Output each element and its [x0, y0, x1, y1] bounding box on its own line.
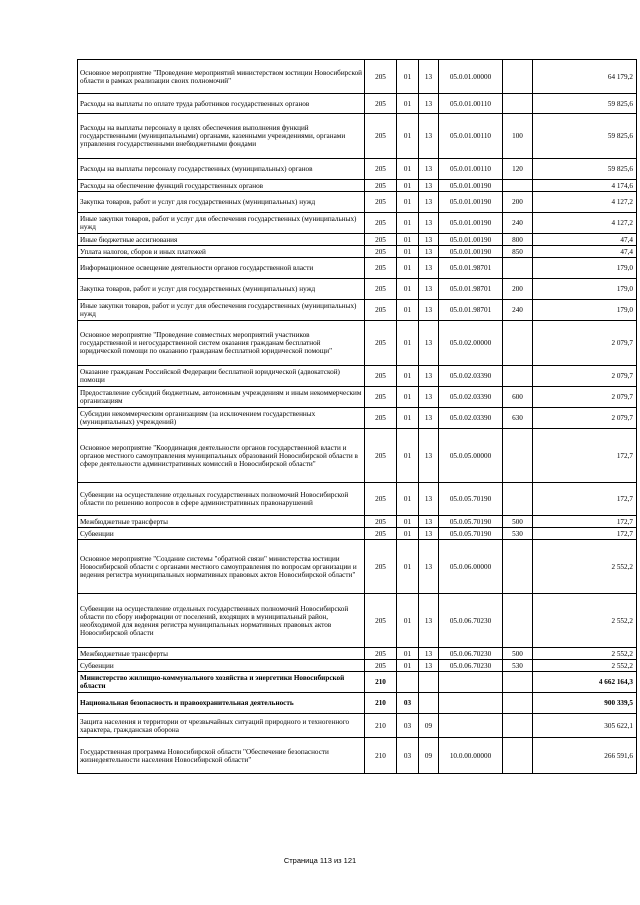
grbs-code-cell: 205	[365, 516, 397, 528]
section-code-cell: 03	[397, 738, 419, 774]
table-row	[78, 738, 637, 774]
target-article-code-cell	[439, 672, 503, 693]
budget-table	[77, 59, 637, 774]
subsection-code-cell: 13	[419, 246, 439, 258]
target-article-code-cell: 05.0.01.98701	[439, 258, 503, 279]
grbs-code-cell: 205	[365, 60, 397, 94]
subsection-code-cell: 13	[419, 594, 439, 648]
amount-cell: 2 552,2	[533, 660, 637, 672]
subsection-code-cell: 13	[419, 180, 439, 192]
subsection-code-cell: 13	[419, 387, 439, 408]
grbs-code-cell: 205	[365, 234, 397, 246]
item-name-cell: Государственная программа Новосибирской области "Обеспечение безопасности жизнедеятельности населения Новосибирской области"	[78, 738, 365, 774]
section-code-cell: 01	[397, 408, 419, 429]
subsection-code-cell: 13	[419, 60, 439, 94]
expense-type-code-cell: 200	[503, 279, 533, 300]
grbs-code-cell: 205	[365, 594, 397, 648]
subsection-code-cell: 13	[419, 321, 439, 366]
item-name-cell: Закупка товаров, работ и услуг для государственных (муниципальных) нужд	[78, 279, 365, 300]
amount-cell: 179,0	[533, 258, 637, 279]
item-name-cell: Расходы на выплаты персоналу в целях обеспечения выполнения функций государственными (муниципальными) органами, казенными учреждениями, органами управления государственными внебюджетными фондами	[78, 114, 365, 159]
subsection-code-cell: 13	[419, 192, 439, 213]
item-name-cell: Субвенции на осуществление отдельных государственных полномочий Новосибирской области по решению вопросов в сфере административных правонарушений	[78, 483, 365, 516]
subsection-code-cell	[419, 693, 439, 714]
grbs-code-cell: 205	[365, 321, 397, 366]
section-code-cell: 01	[397, 234, 419, 246]
target-article-code-cell	[439, 714, 503, 738]
section-code-cell: 01	[397, 258, 419, 279]
target-article-code-cell: 05.0.06.00000	[439, 540, 503, 594]
target-article-code-cell: 05.0.05.70190	[439, 516, 503, 528]
amount-cell: 172,7	[533, 516, 637, 528]
grbs-code-cell: 205	[365, 408, 397, 429]
target-article-code-cell: 05.0.01.00190	[439, 192, 503, 213]
expense-type-code-cell	[503, 672, 533, 693]
table-row	[78, 483, 637, 516]
expense-type-code-cell: 240	[503, 300, 533, 321]
target-article-code-cell: 05.0.01.00110	[439, 94, 503, 114]
amount-cell: 266 591,6	[533, 738, 637, 774]
expense-type-code-cell	[503, 693, 533, 714]
item-name-cell: Уплата налогов, сборов и иных платежей	[78, 246, 365, 258]
grbs-code-cell: 205	[365, 540, 397, 594]
item-name-cell: Субсидии некоммерческим организациям (за исключением государственных (муниципальных) учреждений)	[78, 408, 365, 429]
amount-cell: 900 339,5	[533, 693, 637, 714]
target-article-code-cell: 05.0.01.98701	[439, 279, 503, 300]
section-code-cell: 01	[397, 660, 419, 672]
expense-type-code-cell: 100	[503, 114, 533, 159]
subsection-code-cell: 13	[419, 366, 439, 387]
target-article-code-cell: 05.0.01.00110	[439, 159, 503, 180]
expense-type-code-cell: 500	[503, 516, 533, 528]
expense-type-code-cell: 600	[503, 387, 533, 408]
table-body	[78, 60, 637, 774]
amount-cell: 2 552,2	[533, 594, 637, 648]
target-article-code-cell	[439, 693, 503, 714]
table-row	[78, 234, 637, 246]
subsection-code-cell: 13	[419, 540, 439, 594]
subsection-code-cell: 13	[419, 114, 439, 159]
subsection-code-cell: 13	[419, 516, 439, 528]
target-article-code-cell: 05.0.06.70230	[439, 594, 503, 648]
expense-type-code-cell	[503, 321, 533, 366]
subsection-code-cell: 13	[419, 279, 439, 300]
target-article-code-cell: 05.0.06.70230	[439, 648, 503, 660]
table-row	[78, 246, 637, 258]
section-code-cell: 01	[397, 594, 419, 648]
item-name-cell: Основное мероприятие "Проведение совместных мероприятий участников государственной и негосударственной систем оказания гражданам бесплатной юридической помощи по оказанию гражданам бесплатной юридической помощи"	[78, 321, 365, 366]
section-code-cell: 01	[397, 114, 419, 159]
item-name-cell: Межбюджетные трансферты	[78, 516, 365, 528]
subsection-code-cell: 13	[419, 234, 439, 246]
item-name-cell: Основное мероприятие "Создание системы "обратной связи" министерства юстиции Новосибирской области с органами местного самоуправления по вопросам организации и ведения регистра муниципальных нормативных правовых актов Новосибирской области"	[78, 540, 365, 594]
amount-cell: 179,0	[533, 279, 637, 300]
expense-type-code-cell	[503, 258, 533, 279]
expense-type-code-cell	[503, 60, 533, 94]
expense-type-code-cell	[503, 94, 533, 114]
amount-cell: 2 552,2	[533, 540, 637, 594]
table-row	[78, 94, 637, 114]
item-name-cell: Субвенции на осуществление отдельных государственных полномочий Новосибирской области по сбору информации от поселений, входящих в муниципальный район, необходимой для ведения регистра муниципальных нормативных правовых актов Новосибирской области	[78, 594, 365, 648]
table-row	[78, 60, 637, 94]
grbs-code-cell: 205	[365, 483, 397, 516]
grbs-code-cell: 205	[365, 660, 397, 672]
subsection-code-cell: 13	[419, 300, 439, 321]
item-name-cell: Иные бюджетные ассигнования	[78, 234, 365, 246]
grbs-code-cell: 205	[365, 648, 397, 660]
amount-cell: 59 825,6	[533, 94, 637, 114]
table-row	[78, 714, 637, 738]
table-row	[78, 528, 637, 540]
grbs-code-cell: 205	[365, 279, 397, 300]
section-code-cell: 01	[397, 94, 419, 114]
subsection-code-cell: 13	[419, 660, 439, 672]
section-code-cell: 03	[397, 714, 419, 738]
item-name-cell: Министерство жилищно-коммунального хозяйства и энергетики Новосибирской области	[78, 672, 365, 693]
subsection-code-cell: 09	[419, 714, 439, 738]
subsection-code-cell: 13	[419, 648, 439, 660]
amount-cell: 64 179,2	[533, 60, 637, 94]
table-row	[78, 279, 637, 300]
target-article-code-cell: 05.0.01.00110	[439, 114, 503, 159]
grbs-code-cell: 205	[365, 366, 397, 387]
table-row	[78, 660, 637, 672]
expense-type-code-cell: 500	[503, 648, 533, 660]
table-row	[78, 408, 637, 429]
section-code-cell: 03	[397, 693, 419, 714]
table-row	[78, 192, 637, 213]
grbs-code-cell: 205	[365, 246, 397, 258]
item-name-cell: Закупка товаров, работ и услуг для государственных (муниципальных) нужд	[78, 192, 365, 213]
target-article-code-cell: 05.0.01.00190	[439, 180, 503, 192]
section-code-cell: 01	[397, 213, 419, 234]
amount-cell: 172,7	[533, 528, 637, 540]
item-name-cell: Расходы на обеспечение функций государственных органов	[78, 180, 365, 192]
grbs-code-cell: 205	[365, 213, 397, 234]
grbs-code-cell: 205	[365, 300, 397, 321]
expense-type-code-cell: 530	[503, 528, 533, 540]
section-code-cell: 01	[397, 159, 419, 180]
table-row	[78, 366, 637, 387]
amount-cell: 2 079,7	[533, 387, 637, 408]
subsection-code-cell: 13	[419, 429, 439, 483]
expense-type-code-cell: 850	[503, 246, 533, 258]
amount-cell: 4 662 164,3	[533, 672, 637, 693]
table-row	[78, 672, 637, 693]
section-code-cell	[397, 672, 419, 693]
expense-type-code-cell	[503, 594, 533, 648]
section-code-cell: 01	[397, 366, 419, 387]
table-row	[78, 321, 637, 366]
item-name-cell: Информационное освещение деятельности органов государственной власти	[78, 258, 365, 279]
expense-type-code-cell	[503, 429, 533, 483]
amount-cell: 2 552,2	[533, 648, 637, 660]
target-article-code-cell: 05.0.02.00000	[439, 321, 503, 366]
expense-type-code-cell: 630	[503, 408, 533, 429]
item-name-cell: Субвенции	[78, 660, 365, 672]
amount-cell: 4 127,2	[533, 192, 637, 213]
amount-cell: 4 174,6	[533, 180, 637, 192]
table-row	[78, 114, 637, 159]
table-row	[78, 300, 637, 321]
page-footer: Страница 113 из 121	[283, 856, 357, 865]
grbs-code-cell: 205	[365, 180, 397, 192]
amount-cell: 305 622,1	[533, 714, 637, 738]
amount-cell: 47,4	[533, 246, 637, 258]
table-row	[78, 213, 637, 234]
grbs-code-cell: 205	[365, 114, 397, 159]
target-article-code-cell: 05.0.01.00190	[439, 246, 503, 258]
subsection-code-cell: 09	[419, 738, 439, 774]
table-row	[78, 516, 637, 528]
subsection-code-cell: 13	[419, 408, 439, 429]
amount-cell: 59 825,6	[533, 159, 637, 180]
subsection-code-cell: 13	[419, 528, 439, 540]
item-name-cell: Межбюджетные трансферты	[78, 648, 365, 660]
target-article-code-cell: 05.0.01.00190	[439, 234, 503, 246]
expense-type-code-cell: 800	[503, 234, 533, 246]
section-code-cell: 01	[397, 528, 419, 540]
target-article-code-cell: 05.0.06.70230	[439, 660, 503, 672]
table-row	[78, 180, 637, 192]
table-row	[78, 594, 637, 648]
grbs-code-cell: 205	[365, 528, 397, 540]
target-article-code-cell: 10.0.00.00000	[439, 738, 503, 774]
grbs-code-cell: 205	[365, 387, 397, 408]
table-row	[78, 159, 637, 180]
target-article-code-cell: 05.0.01.00000	[439, 60, 503, 94]
subsection-code-cell: 13	[419, 258, 439, 279]
section-code-cell: 01	[397, 60, 419, 94]
item-name-cell: Основное мероприятие "Проведение мероприятий министерством юстиции Новосибирской области в рамках реализации своих полномочий"	[78, 60, 365, 94]
item-name-cell: Иные закупки товаров, работ и услуг для обеспечения государственных (муниципальных) нужд	[78, 213, 365, 234]
amount-cell: 2 079,7	[533, 366, 637, 387]
grbs-code-cell: 205	[365, 192, 397, 213]
grbs-code-cell: 210	[365, 693, 397, 714]
section-code-cell: 01	[397, 300, 419, 321]
amount-cell: 47,4	[533, 234, 637, 246]
table-row	[78, 429, 637, 483]
target-article-code-cell: 05.0.02.03390	[439, 366, 503, 387]
expense-type-code-cell: 120	[503, 159, 533, 180]
expense-type-code-cell	[503, 738, 533, 774]
section-code-cell: 01	[397, 387, 419, 408]
expense-type-code-cell: 200	[503, 192, 533, 213]
target-article-code-cell: 05.0.05.70190	[439, 528, 503, 540]
target-article-code-cell: 05.0.01.98701	[439, 300, 503, 321]
grbs-code-cell: 205	[365, 159, 397, 180]
item-name-cell: Основное мероприятие "Координация деятельности органов государственной власти и органов местного самоуправления муниципальных образований Новосибирской области в сфере деятельности административных комиссий в Новосибирской области"	[78, 429, 365, 483]
amount-cell: 4 127,2	[533, 213, 637, 234]
grbs-code-cell: 210	[365, 738, 397, 774]
section-code-cell: 01	[397, 516, 419, 528]
amount-cell: 172,7	[533, 429, 637, 483]
item-name-cell: Предоставление субсидий бюджетным, автономным учреждениям и иным некоммерческим организациям	[78, 387, 365, 408]
subsection-code-cell: 13	[419, 213, 439, 234]
section-code-cell: 01	[397, 192, 419, 213]
item-name-cell: Субвенции	[78, 528, 365, 540]
subsection-code-cell	[419, 672, 439, 693]
expense-type-code-cell	[503, 540, 533, 594]
amount-cell: 2 079,7	[533, 408, 637, 429]
table-row	[78, 540, 637, 594]
subsection-code-cell: 13	[419, 483, 439, 516]
item-name-cell: Иные закупки товаров, работ и услуг для обеспечения государственных (муниципальных) нужд	[78, 300, 365, 321]
section-code-cell: 01	[397, 540, 419, 594]
expense-type-code-cell: 240	[503, 213, 533, 234]
section-code-cell: 01	[397, 321, 419, 366]
target-article-code-cell: 05.0.01.00190	[439, 213, 503, 234]
item-name-cell: Расходы на выплаты по оплате труда работников государственных органов	[78, 94, 365, 114]
amount-cell: 59 825,6	[533, 114, 637, 159]
table-row	[78, 258, 637, 279]
subsection-code-cell: 13	[419, 94, 439, 114]
expense-type-code-cell	[503, 366, 533, 387]
section-code-cell: 01	[397, 483, 419, 516]
table-row	[78, 693, 637, 714]
item-name-cell: Оказание гражданам Российской Федерации бесплатной юридической (адвокатской) помощи	[78, 366, 365, 387]
expense-type-code-cell	[503, 180, 533, 192]
item-name-cell: Защита населения и территории от чрезвычайных ситуаций природного и техногенного характера, гражданская оборона	[78, 714, 365, 738]
section-code-cell: 01	[397, 279, 419, 300]
target-article-code-cell: 05.0.02.03390	[439, 408, 503, 429]
table-row	[78, 387, 637, 408]
section-code-cell: 01	[397, 246, 419, 258]
expense-type-code-cell: 530	[503, 660, 533, 672]
subsection-code-cell: 13	[419, 159, 439, 180]
section-code-cell: 01	[397, 648, 419, 660]
target-article-code-cell: 05.0.05.00000	[439, 429, 503, 483]
section-code-cell: 01	[397, 180, 419, 192]
amount-cell: 172,7	[533, 483, 637, 516]
target-article-code-cell: 05.0.05.70190	[439, 483, 503, 516]
section-code-cell: 01	[397, 429, 419, 483]
item-name-cell: Расходы на выплаты персоналу государственных (муниципальных) органов	[78, 159, 365, 180]
table-row	[78, 648, 637, 660]
grbs-code-cell: 205	[365, 258, 397, 279]
item-name-cell: Национальная безопасность и правоохранительная деятельность	[78, 693, 365, 714]
expense-type-code-cell	[503, 714, 533, 738]
grbs-code-cell: 205	[365, 429, 397, 483]
expense-type-code-cell	[503, 483, 533, 516]
grbs-code-cell: 205	[365, 94, 397, 114]
grbs-code-cell: 210	[365, 672, 397, 693]
grbs-code-cell: 210	[365, 714, 397, 738]
amount-cell: 2 079,7	[533, 321, 637, 366]
amount-cell: 179,0	[533, 300, 637, 321]
target-article-code-cell: 05.0.02.03390	[439, 387, 503, 408]
